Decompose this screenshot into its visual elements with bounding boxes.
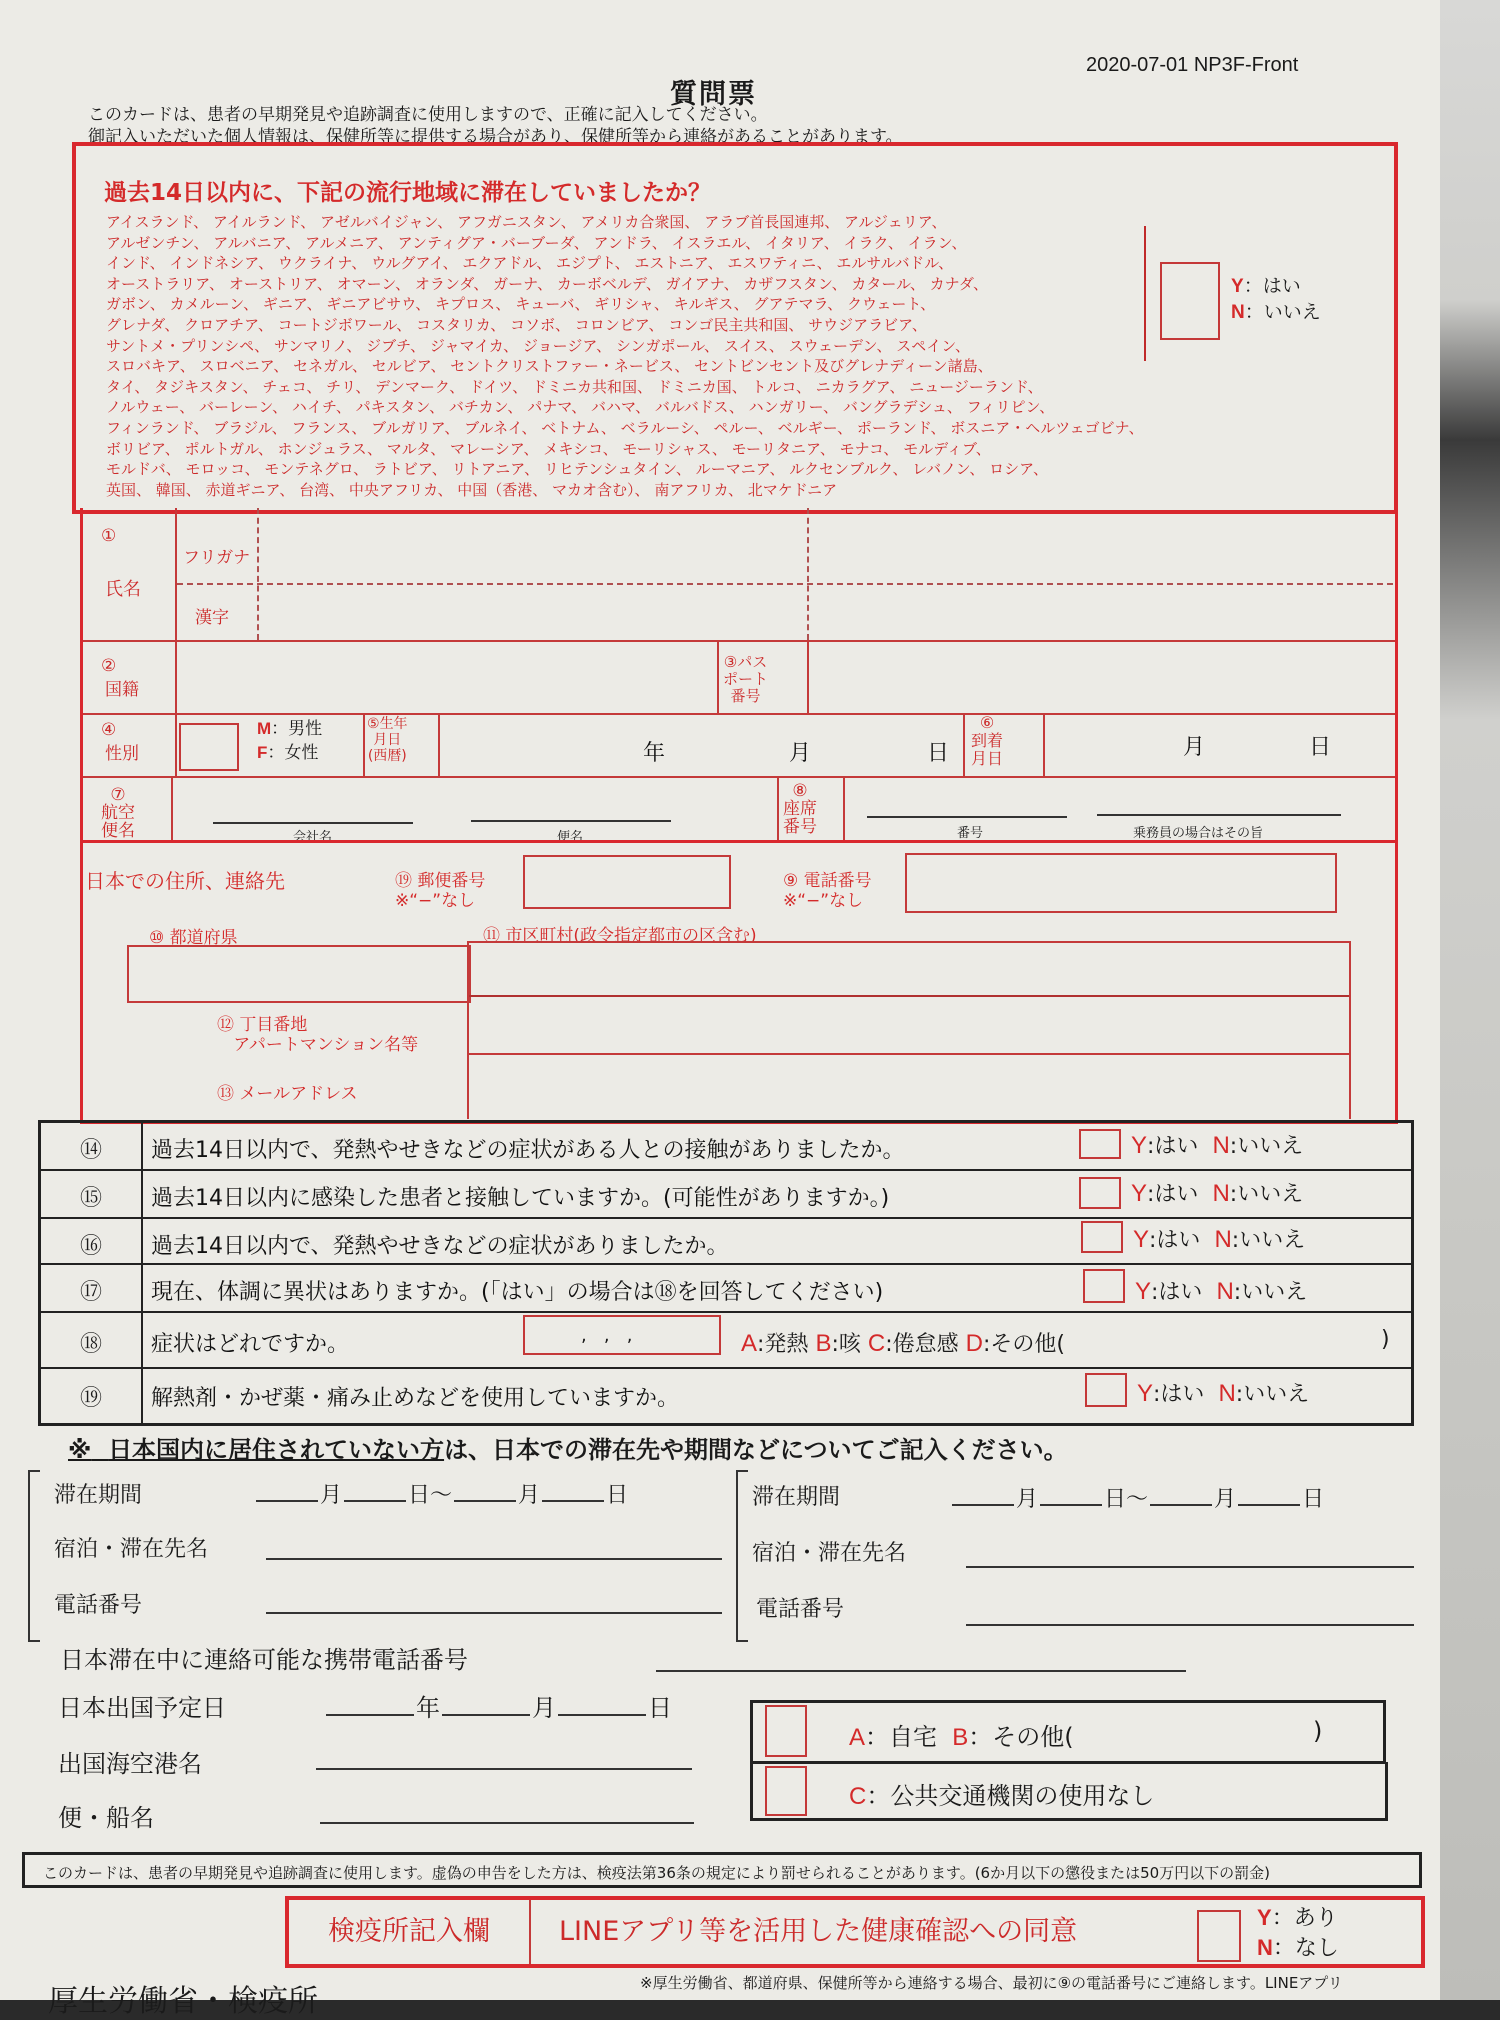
question-number: ⑱ [79, 1332, 102, 1357]
phone-field[interactable] [905, 853, 1337, 913]
lodging-field-1[interactable] [266, 1558, 722, 1560]
stay-phone-field-1[interactable] [266, 1612, 722, 1614]
question-number: ⑮ [79, 1186, 102, 1211]
country-line: フィンランド、 ブラジル、 フランス、 ブルガリア、 ブルネイ、 ベトナム、 ベラルーシ、 ペルー、 ベルギー、 ポーランド、 ボスニア・ヘルツェゴビナ、 [106, 418, 1144, 437]
stay-period-field-2[interactable]: 月 日〜 月 日 [950, 1482, 1324, 1513]
crew-caption: 乗務員の場合はその旨 [1133, 826, 1264, 841]
passport-label: ③パス ポート 番号 [723, 653, 769, 705]
address-title: 日本での住所、連絡先 [85, 869, 285, 893]
document-id: 2020-07-01 NP3F-Front [1086, 54, 1299, 76]
yn-legend: Y:はい N:いいえ [1131, 1180, 1304, 1207]
option-c-checkbox[interactable] [765, 1766, 807, 1816]
passport-field[interactable] [811, 644, 1391, 710]
symptoms-field[interactable] [523, 1315, 721, 1355]
city-label: ⑪ 市区町村(政令指定都市の区含む) [483, 926, 757, 946]
departure-port-label: 出国海空港名 [58, 1750, 202, 1778]
country-line: グレナダ、 クロアチア、 コートジボワール、 コスタリカ、 コソボ、 コロンビア、 コンゴ民主共和国、 サウジアラビア、 [106, 315, 927, 334]
consent-yes-legend: Y：あり [1257, 1905, 1338, 1931]
postal-code-field[interactable] [523, 855, 731, 909]
yes-legend: Y：はい [1231, 275, 1301, 297]
answer-checkbox[interactable] [1083, 1269, 1125, 1303]
option-ab-label: A：自宅 B：その他( [849, 1723, 1074, 1751]
intro-line-1: このカードは、患者の早期発見や追跡調査に使用しますので、正確に記入してください。 [88, 105, 768, 125]
lodging-label: 宿泊・滞在先名 [54, 1537, 209, 1562]
lodging-label: 宿泊・滞在先名 [752, 1541, 907, 1566]
field-number: ④ [101, 720, 117, 740]
transport-option-c [750, 1762, 1388, 1821]
departure-port-field[interactable] [316, 1768, 692, 1770]
quarantine-label: 検疫所記入欄 [289, 1900, 531, 1964]
bracket [28, 1470, 40, 1642]
flight-field[interactable] [213, 782, 673, 822]
departure-date-field[interactable]: 年 月 日 [324, 1688, 672, 1723]
seat-field[interactable] [867, 780, 1341, 816]
question-text: 過去14日以内に感染した患者と接触していますか。(可能性がありますか。) [151, 1186, 890, 1211]
street-field[interactable] [471, 999, 1347, 1051]
country-line: アルゼンチン、 アルバニア、 アルメニア、 アンティグア・バーブーダ、 アンドラ、 イスラエル、 イタリア、 イラク、 イラン、 [106, 233, 967, 252]
furigana-field[interactable] [263, 512, 803, 580]
address-section [80, 840, 1398, 1124]
male-legend: M：男性 [257, 719, 323, 739]
flight-label: ⑦ 航空 便名 [101, 785, 135, 841]
consent-no-legend: N：なし [1257, 1935, 1339, 1961]
stay-phone-label: 電話番号 [54, 1593, 143, 1618]
comma-separators: , , , [581, 1325, 633, 1346]
mobile-phone-label: 日本滞在中に連絡可能な携帯電話番号 [60, 1646, 468, 1674]
question-text: 過去14日以内で、発熱やせきなどの症状がある人との接触がありましたか。 [151, 1138, 905, 1163]
day-label: 日 [1309, 735, 1332, 760]
health-questions [38, 1120, 1414, 1426]
prefecture-label: ⑩ 都道府県 [149, 928, 238, 948]
country-line: スロバキア、 スロベニア、 セネガル、 セルビア、 セントクリストファー・ネービス、 セントビンセント及びグレナディーン諸島、 [106, 357, 993, 376]
nationality-label: 国籍 [105, 680, 139, 700]
country-line: モルドバ、 モロッコ、 モンテネグロ、 ラトビア、 リトアニア、 リヒテンシュタイン、 ルーマニア、 ルクセンブルク、 レバノン、 ロシア、 [106, 460, 1048, 479]
kanji-label: 漢字 [195, 608, 229, 628]
question-number: ⑲ [79, 1386, 102, 1411]
question-text: 解熱剤・かぜ薬・痛み止めなどを使用していますか。 [151, 1386, 680, 1411]
stay-period-field-1[interactable]: 月 日〜 月 日 [254, 1478, 628, 1509]
question-row-18 [41, 1311, 1411, 1369]
travel-question: 過去14日以内に、下記の流行地域に滞在していましたか？ [104, 180, 712, 206]
country-line: ガボン、 カメルーン、 ギニア、 ギニアビサウ、 キプロス、 キューバ、 ギリシャ、 キルギス、 グアテマラ、 クウェート、 [106, 295, 936, 314]
field-number: ② [101, 656, 117, 676]
prefecture-field[interactable] [127, 945, 471, 1003]
email-label: ⑬ メールアドレス [217, 1084, 358, 1104]
flight-number-caption: 便名 [557, 830, 584, 845]
flight-ship-field[interactable] [320, 1822, 694, 1824]
yn-legend: Y:はい N:いいえ [1135, 1278, 1308, 1305]
month-label: 月 [1183, 735, 1206, 760]
arrival-label: ⑥ 到着 月日 [971, 713, 1004, 768]
country-line: タイ、 タジキスタン、 チェコ、 チリ、 デンマーク、 ドイツ、 ドミニカ共和国、 ドミニカ国、 トルコ、 ニカラグア、 ニュージーランド、 [106, 377, 1043, 396]
arrival-date-field[interactable] [1047, 716, 1391, 774]
question-number: ⑭ [79, 1138, 102, 1163]
country-line: 英国、 韓国、 赤道ギニア、 台湾、 中央アフリカ、 中国（香港、 マカオ含む）、 南アフリカ、 北マケドニア [106, 480, 838, 499]
country-line: サントメ・プリンシペ、 サンマリノ、 ジブチ、 ジャマイカ、 ジョージア、 シンガポール、 スイス、 スウェーデン、 スペイン、 [106, 336, 971, 355]
option-c-label: C：公共交通機関の使用なし [849, 1782, 1155, 1810]
field-number: ① [101, 526, 117, 546]
month-label: 月 [789, 741, 812, 766]
country-line: ボリビア、 ポルトガル、 ホンジュラス、 マルタ、 マレーシア、 メキシコ、 モーリシャス、 モーリタニア、 モナコ、 モルディブ、 [106, 439, 991, 458]
sex-label: 性別 [105, 744, 139, 764]
sex-checkbox[interactable] [179, 723, 239, 771]
question-number: ⑰ [79, 1280, 102, 1305]
question-text: 過去14日以内で、発熱やせきなどの症状がありましたか。 [151, 1234, 729, 1259]
stay-period-label: 滞在期間 [54, 1483, 143, 1508]
question-row-14 [41, 1123, 1411, 1171]
yn-legend: Y:はい N:いいえ [1131, 1132, 1304, 1159]
nationality-field[interactable] [179, 644, 699, 710]
mobile-phone-field[interactable] [656, 1670, 1186, 1672]
country-line: オーストラリア、 オーストリア、 オマーン、 オランダ、 ガーナ、 カーボベルデ、 ガイアナ、 カザフスタン、 カタール、 カナダ、 [106, 274, 989, 293]
form-title: 質問票 [670, 79, 757, 110]
answer-checkbox[interactable] [1081, 1221, 1123, 1253]
lodging-field-2[interactable] [966, 1566, 1414, 1568]
country-line: ノルウェー、 バーレーン、 ハイチ、 パキスタン、 バチカン、 パナマ、 バハマ、 バルバドス、 ハンガリー、 バングラデシュ、 フィリピン、 [106, 398, 1055, 417]
yn-legend: Y:はい N:いいえ [1137, 1380, 1310, 1407]
stay-phone-label: 電話番号 [756, 1597, 845, 1622]
dob-label: ⑤生年 月日 (西暦) [367, 716, 408, 764]
postal-label: ⑲ 郵便番号 ※“−”なし [395, 871, 486, 911]
symptom-options: A:発熱 B:咳 C:倦怠感 D:その他( [741, 1330, 1065, 1357]
name-label: 氏名 [105, 579, 141, 600]
ministry-name: 厚生労働省・検疫所 [48, 1984, 318, 2019]
female-legend: F：女性 [257, 743, 319, 763]
contact-note: ※厚生労働省、都道府県、保健所等から連絡する場合、最初に⑨の電話番号にご連絡します。LINEアプリ [640, 1974, 1343, 1992]
stay-phone-field-2[interactable] [966, 1624, 1414, 1626]
answer-checkbox[interactable] [1079, 1129, 1121, 1159]
no-legend: N：いいえ [1231, 301, 1321, 323]
line-consent-checkbox[interactable] [1197, 1910, 1241, 1962]
country-list [106, 212, 1166, 500]
country-line: アイスランド、 アイルランド、 アゼルバイジャン、 アフガニスタン、 アメリカ合衆国、 アラブ首長国連邦、 アルジェリア、 [106, 213, 947, 231]
furigana-label: フリガナ [183, 548, 251, 568]
flight-ship-label: 便・船名 [58, 1804, 154, 1832]
question-number: ⑯ [79, 1234, 102, 1259]
travel-answer-checkbox[interactable] [1160, 262, 1220, 340]
yn-legend: Y:はい N:いいえ [1133, 1226, 1306, 1253]
question-row-17 [41, 1263, 1411, 1313]
seat-label: ⑧ 座席 番号 [783, 781, 817, 837]
travel-region-section [72, 142, 1398, 514]
country-line: インド、 インドネシア、 ウクライナ、 ウルグアイ、 エクアドル、 エジプト、 エストニア、 エスワティニ、 エルサルバドル、 [106, 254, 954, 273]
option-ab-checkbox[interactable] [765, 1705, 807, 1757]
day-label: 日 [927, 741, 950, 766]
kanji-field[interactable] [263, 588, 803, 638]
street-label: ⑫ 丁目番地 アパートマンション名等 [217, 1015, 419, 1055]
answer-checkbox[interactable] [1079, 1177, 1121, 1209]
email-field[interactable] [471, 1057, 1347, 1113]
question-row-15 [41, 1169, 1411, 1219]
company-caption: 会社名 [293, 830, 333, 845]
year-label: 年 [643, 741, 666, 766]
line-consent-label: LINEアプリ等を活用した健康確認への同意 [559, 1916, 1078, 1947]
intro-line-2: 御記入いただいた個人情報は、保健所等に提供する場合があり、保健所等から連絡があることがあります。 [88, 127, 903, 147]
question-text: 症状はどれですか。 [151, 1332, 350, 1357]
quarantine-box [285, 1896, 1425, 1968]
close-paren: ) [1313, 1717, 1323, 1745]
divider [1144, 226, 1146, 361]
phone-label: ⑨ 電話番号 ※“−”なし [783, 871, 872, 911]
answer-checkbox[interactable] [1085, 1373, 1127, 1407]
seat-number-caption: 番号 [957, 826, 984, 841]
close-paren: ) [1381, 1327, 1390, 1352]
transport-option-ab [750, 1700, 1386, 1764]
legal-warning: このカードは、患者の早期発見や追跡調査に使用します。虚偽の申告をした方は、検疫法第36条の規定により罰せられることがあります。(6か月以下の懲役または50万円以下の罰金) [22, 1852, 1422, 1888]
question-text: 現在、体調に異状はありますか。(「はい」の場合は⑱を回答してください) [151, 1280, 884, 1305]
personal-info-section [80, 508, 1398, 843]
question-row-19 [41, 1367, 1411, 1421]
stay-period-label: 滞在期間 [752, 1485, 841, 1510]
non-resident-note: ※ 日本国内に居住されていない方は、日本での滞在先や期間などについてご記入ください。 [68, 1436, 1068, 1464]
question-row-16 [41, 1217, 1411, 1265]
departure-date-label: 日本出国予定日 [58, 1694, 226, 1722]
bracket [736, 1470, 748, 1642]
